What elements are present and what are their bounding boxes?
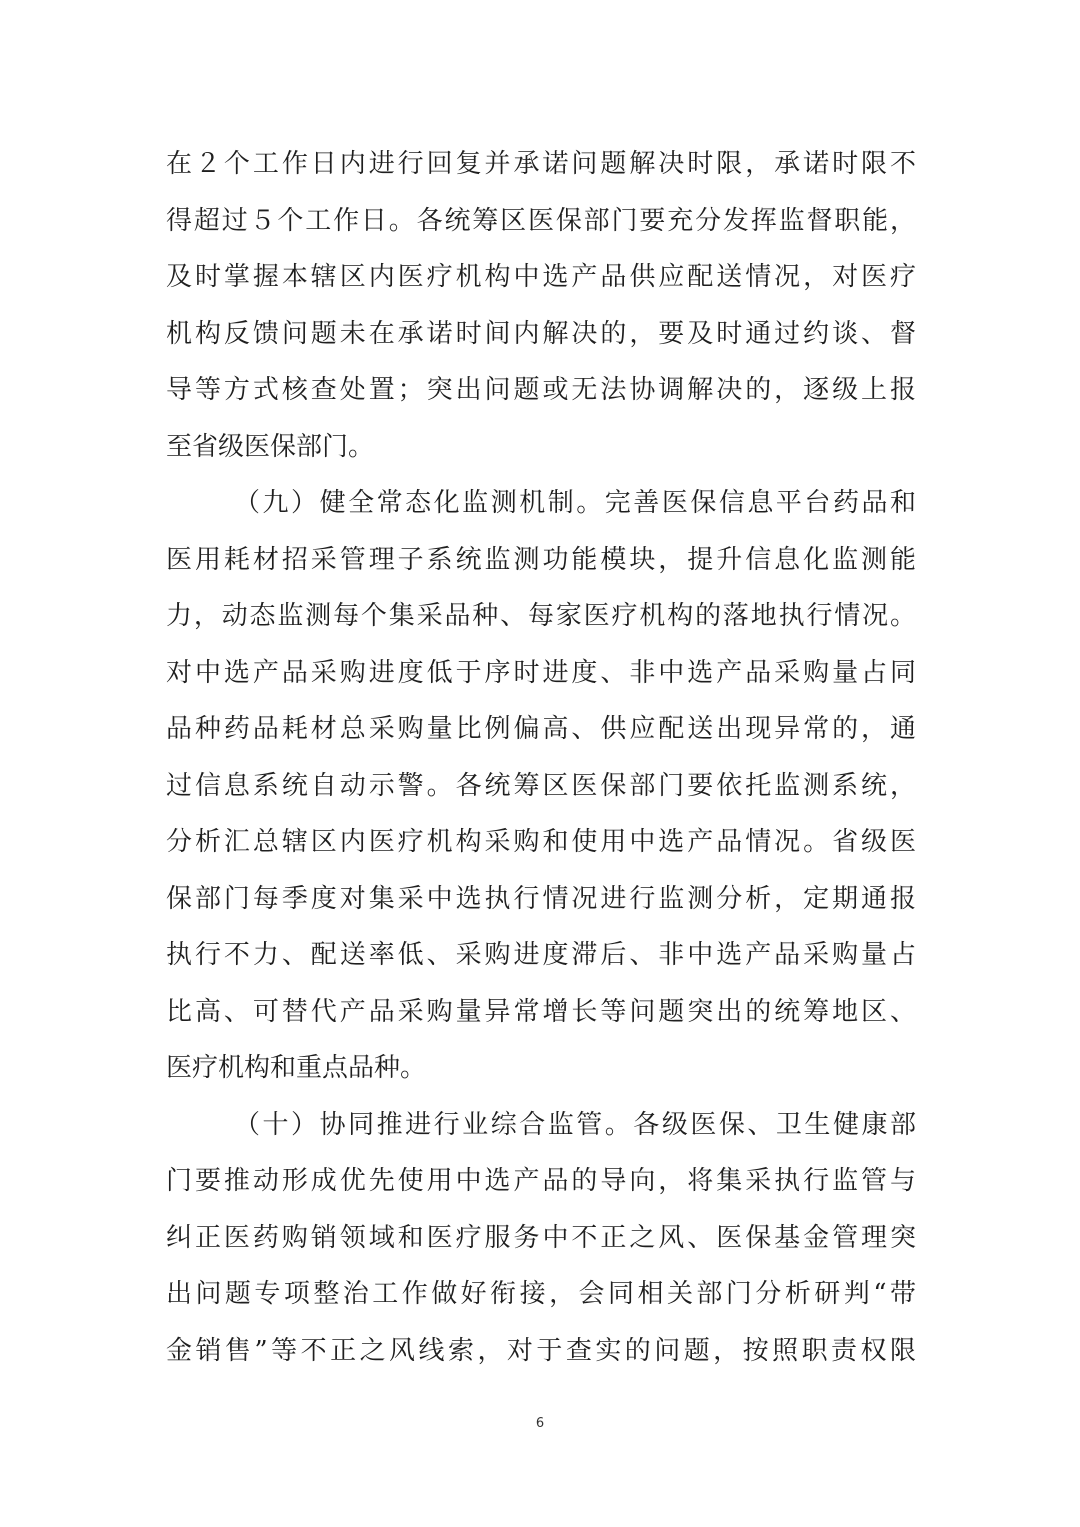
- text-line: 医疗机构和重点品种。: [166, 1053, 427, 1083]
- text-line: 导等方式核查处置；突出问题或无法协调解决的，逐级上报: [166, 375, 916, 405]
- text-line: 力，动态监测每个集采品种、每家医疗机构的落地执行情况。: [166, 601, 916, 631]
- document-body: [166, 136, 916, 1379]
- text-line: 医用耗材招采管理子系统监测功能模块，提升信息化监测能: [166, 544, 916, 575]
- text-line: 对中选产品采购进度低于序时进度、非中选产品采购量占同: [166, 657, 916, 688]
- text-line: 及时掌握本辖区内医疗机构中选产品供应配送情况，对医疗: [166, 262, 916, 292]
- text-line: 分析汇总辖区内医疗机构采购和使用中选产品情况。省级医: [166, 827, 916, 857]
- text-line: 品种药品耗材总采购量比例偏高、供应配送出现异常的，通: [166, 714, 916, 744]
- text-line: 在２个工作日内进行回复并承诺问题解决时限，承诺时限不: [166, 149, 916, 179]
- section-heading-line: （九）健全常态化监测机制。完善医保信息平台药品和: [234, 488, 916, 518]
- text-line: 机构反馈问题未在承诺时间内解决的，要及时通过约谈、督: [166, 318, 916, 349]
- text-line: 比高、可替代产品采购量异常增长等问题突出的统筹地区、: [166, 996, 916, 1027]
- text-line: 过信息系统自动示警。各统筹区医保部门要依托监测系统，: [166, 770, 916, 801]
- text-line: 至省级医保部门。: [166, 431, 375, 462]
- text-line: 执行不力、配送率低、采购进度滞后、非中选产品采购量占: [166, 940, 916, 970]
- text-line: 保部门每季度对集采中选执行情况进行监测分析，定期通报: [166, 883, 916, 914]
- text-line: 得超过５个工作日。各统筹区医保部门要充分发挥监督职能，: [166, 205, 916, 236]
- text-line: 门要推动形成优先使用中选产品的导向，将集采执行监管与: [166, 1166, 916, 1196]
- text-line: 纠正医药购销领域和医疗服务中不正之风、医保基金管理突: [166, 1222, 916, 1253]
- section-heading-line: （十）协同推进行业综合监管。各级医保、卫生健康部: [234, 1109, 916, 1140]
- text-line: 金销售”等不正之风线索，对于查实的问题，按照职责权限: [166, 1335, 916, 1366]
- text-line: 出问题专项整治工作做好衔接，会同相关部门分析研判“带: [166, 1279, 916, 1309]
- page-number: 6: [535, 1416, 545, 1431]
